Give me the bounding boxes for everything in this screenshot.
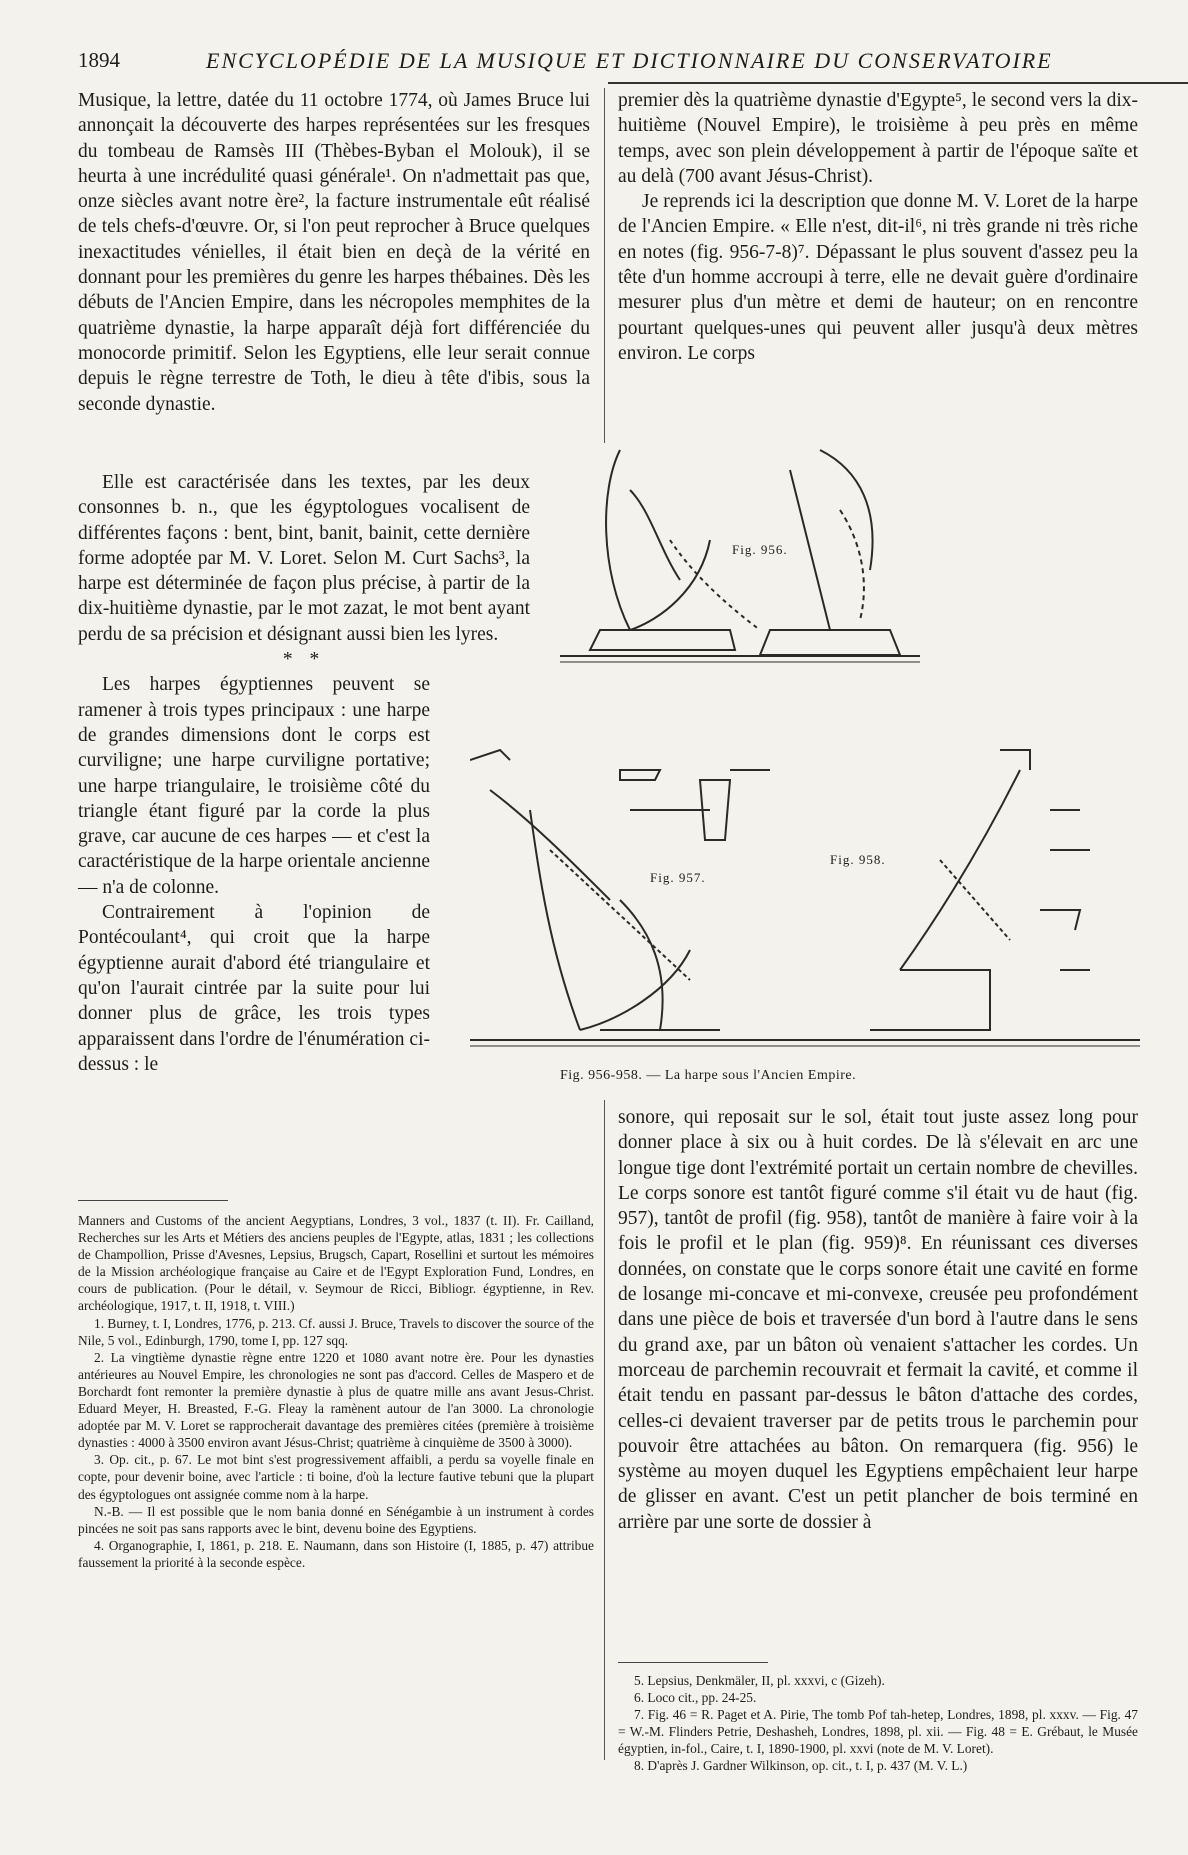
figure-caption: Fig. 956-958. — La harpe sous l'Ancien Empire. xyxy=(560,1068,857,1083)
footnote-rule-right xyxy=(618,1662,768,1663)
paragraph-dynasties: premier dès la quatrième dynastie d'Egypte⁵, le second vers la dix-huitième (Nouvel Empire), le troisième à peu près en même temps, avec son plein développement à partir de l'époque saïte et au delà (700 avant Jésus-Christ). xyxy=(618,90,1138,187)
footnotes-left xyxy=(78,1212,594,1571)
section-separator: * * xyxy=(282,649,326,671)
footnotes-right xyxy=(618,1672,1138,1775)
footnote-2: 2. La vingtième dynastie règne entre 1220 et 1080 avant notre ère. Pour les dynasties antérieures au Nouvel Empire, les chronologies ne sont pas d'accord. Celles de Maspero et de Borchardt font remonter la première dynastie à plus de quatre mille ans avant Jesus-Christ. Eduard Meyer, H. Breasted, F.-G. Fleay la ramènent autour de l'an 3000. La chronologie adoptée par M. V. Loret se rapprocherait davantage des premières citées (première à troisième dynasties : 4000 à 3500 environ avant Jésus-Christ; quatrième à cinquième de 3500 à 3000). xyxy=(78,1349,594,1451)
paragraph-bent: Elle est caractérisée dans les textes, par les deux consonnes b. n., que les égyptologues vocalisent de différentes façons : bent, bint, banit, bainit, cette dernière forme adoptée par M. V. Loret. Selon M. Curt Sachs³, la harpe est déterminée de façon plus précise, à partir de la dix-huitième dynastie, par le mot zazat, le mot bent ayant perdu de sa précision et désignant aussi bien les lyres. xyxy=(78,472,530,645)
column-rule-lower xyxy=(604,1100,605,1760)
footnote-1: 1. Burney, t. I, Londres, 1776, p. 213. Cf. aussi J. Bruce, Travels to discover the source of the Nile, 5 vol., Edinburgh, 1790, tome I, pp. 127 sqq. xyxy=(78,1315,594,1348)
figure-956 xyxy=(560,430,1140,690)
harp-drawing-956 xyxy=(560,430,1140,690)
footnote-7: 7. Fig. 46 = R. Paget et A. Pirie, The tomb Pof tah-hetep, Londres, 1898, pl. xxxv. — Fig. 47 = W.-M. Flinders Petrie, Deshasheh, Londres, 1898, pl. xii. — Fig. 48 = E. Grébaut, le Musée égyptien, in-fol., Caire, t. I, 1890-1900, pl. xxvi (note de M. V. Loret). xyxy=(618,1707,1138,1757)
footnote-6: 6. Loco cit., pp. 24-25. xyxy=(634,1690,757,1706)
footnote-continued: Manners and Customs of the ancient Aegyptians, Londres, 3 vol., 1837 (t. II). Fr. Cailland, Recherches sur les Arts et Métiers des anciens peuples de l'Egypte, atlas, 1831 ; les collections de Champollion, Prisse d'Avesnes, Lepsius, Brugsch, Capart, Rosellini et surtout les mémoires de la Mission archéologique française au Caire et de l'Egypt Exploration Fund, Londres, en cours de publication. (Pour le détail, v. Seymour de Ricci, Bibliogr. égyptienne, in Rev. archéologique, 1917, t. II, 1918, t. VIII.) xyxy=(78,1213,594,1314)
header-rule xyxy=(608,82,1188,84)
paragraph-pontecoulant: Contrairement à l'opinion de Pontécoulant⁴, qui croit que la harpe égyptienne aurait d'abord été triangulaire et qu'on l'aurait cintrée par la suite pour lui donner plus de grâce, les trois types apparaissent dans l'ordre de l'énumération ci-dessus : le xyxy=(78,902,430,1075)
fig-956-label: Fig. 956. xyxy=(732,542,788,557)
column-rule xyxy=(604,88,605,443)
paragraph-corps-sonore: sonore, qui reposait sur le sol, était tout juste assez long pour donner place à six ou à huit cordes. De là s'élevait en arc une longue tige dont l'extrémité portait un certain nombre de chevilles. Le corps sonore est tantôt figuré comme s'il était vu de haut (fig. 957), tantôt de profil (fig. 958), tantôt de manière à faire voir à la fois le profil et le plan (fig. 959)⁸. En réunissant ces diverses données, on constate que le corps sonore était une cavité en forme de losange mi-concave et mi-convexe, creusée peu profondément dans une pièce de bois et traversée d'un bord à l'autre dans le sens du grand axe, par un bâton où venaient s'attacher les cordes. Un morceau de parchemin recouvrait et fermait la cavité, et comme il était tendu en passant par-dessus le bâton d'attache des cordes, celles-ci devaient traverser par de petits trous le parchemin pour pouvoir être attachées au bâton. On remarquera (fig. 956) le système au moyen duquel les Egyptiens empêchaient leur harpe de glisser en avant. C'est un petit plancher de bois terminé en arrière par une sorte de dossier à xyxy=(618,1107,1138,1533)
fig-958-label: Fig. 958. xyxy=(830,852,886,867)
footnote-3: 3. Op. cit., p. 67. Le mot bint s'est progressivement affaibli, a perdu sa voyelle finale en copte, pour devenir boine, avec l'article : ti boine, d'où la lecture fautive tebuni que la plupart des égyptologues ont assignée comme nom à la harpe. xyxy=(78,1452,594,1502)
paragraph-bruce: Musique, la lettre, datée du 11 octobre 1774, où James Bruce lui annonçait la découverte des harpes représentées sur les fresques du tombeau de Ramsès III (Thèbes-Byban el Molouk), il se heurta à une incrédulité quasi générale¹. On n'admettait pas que, onze siècles avant notre ère², la facture instrumentale eût réalisé de tels chefs-d'œuvre. Or, si l'on peut reprocher à Bruce quelques inexactitudes vénielles, il était bien en deçà de la vérité en donnant pour les premières du genre les harpes thébaines. Dès les débuts de l'Ancien Empire, dans les nécropoles memphites de la quatrième dynastie, la harpe apparaît déjà fort différenciée du monocorde primitif. Selon les Egyptiens, elle leur serait connue depuis le règne terrestre de Toth, le dieu à tête d'ibis, sous la seconde dynastie. xyxy=(78,90,590,415)
page-number: 1894 xyxy=(78,48,120,72)
figures-957-958 xyxy=(470,730,1140,1050)
footnote-4: 4. Organographie, I, 1861, p. 218. E. Naumann, dans son Histoire (I, 1885, p. 47) attribue faussement la priorité à la seconde espèce. xyxy=(78,1537,594,1570)
paragraph-loret: Je reprends ici la description que donne M. V. Loret de la harpe de l'Ancien Empire. « Elle n'est, dit-il⁶, ni très grande ni très riche en notes (fig. 956-7-8)⁷. Dépassant le plus souvent d'assez peu la tête d'un homme accroupi à terre, elle ne devait guère d'ordinaire mesurer plus d'un mètre et demi de hauteur; on en rencontre pourtant quelques-unes qui peuvent aller jusqu'à deux mètres environ. Le corps xyxy=(618,191,1138,364)
harp-drawing-957-958 xyxy=(470,730,1140,1050)
footnote-rule-left xyxy=(78,1200,228,1201)
running-title: ENCYCLOPÉDIE DE LA MUSIQUE ET DICTIONNAIRE DU CONSERVATOIRE xyxy=(206,48,1053,73)
footnote-nb: N.-B. — Il est possible que le nom bania donné en Sénégambie à un instrument à cordes pincées ne soit pas sans rapports avec le bint, devenu boine des Egyptiens. xyxy=(78,1503,594,1536)
footnote-5: 5. Lepsius, Denkmäler, II, pl. xxxvi, c (Gizeh). xyxy=(634,1673,885,1688)
right-column-top xyxy=(618,88,1138,366)
paragraph-three-types: Les harpes égyptiennes peuvent se ramener à trois types principaux : une harpe de grandes dimensions dont le corps est curviligne; une harpe curviligne portative; une harpe triangulaire, le troisième côté du triangle étant figuré par la corde la plus grave, car aucune de ces harpes — et c'est la caractéristique de la harpe orientale ancienne — n'a de colonne. xyxy=(78,674,430,898)
left-column-top xyxy=(78,88,590,417)
fig-957-label: Fig. 957. xyxy=(650,870,706,885)
page-header xyxy=(78,44,1138,84)
right-column-bottom xyxy=(618,1105,1138,1535)
left-column-mid xyxy=(78,470,530,1077)
footnote-8: 8. D'après J. Gardner Wilkinson, op. cit., t. I, p. 437 (M. V. L.) xyxy=(634,1758,968,1774)
